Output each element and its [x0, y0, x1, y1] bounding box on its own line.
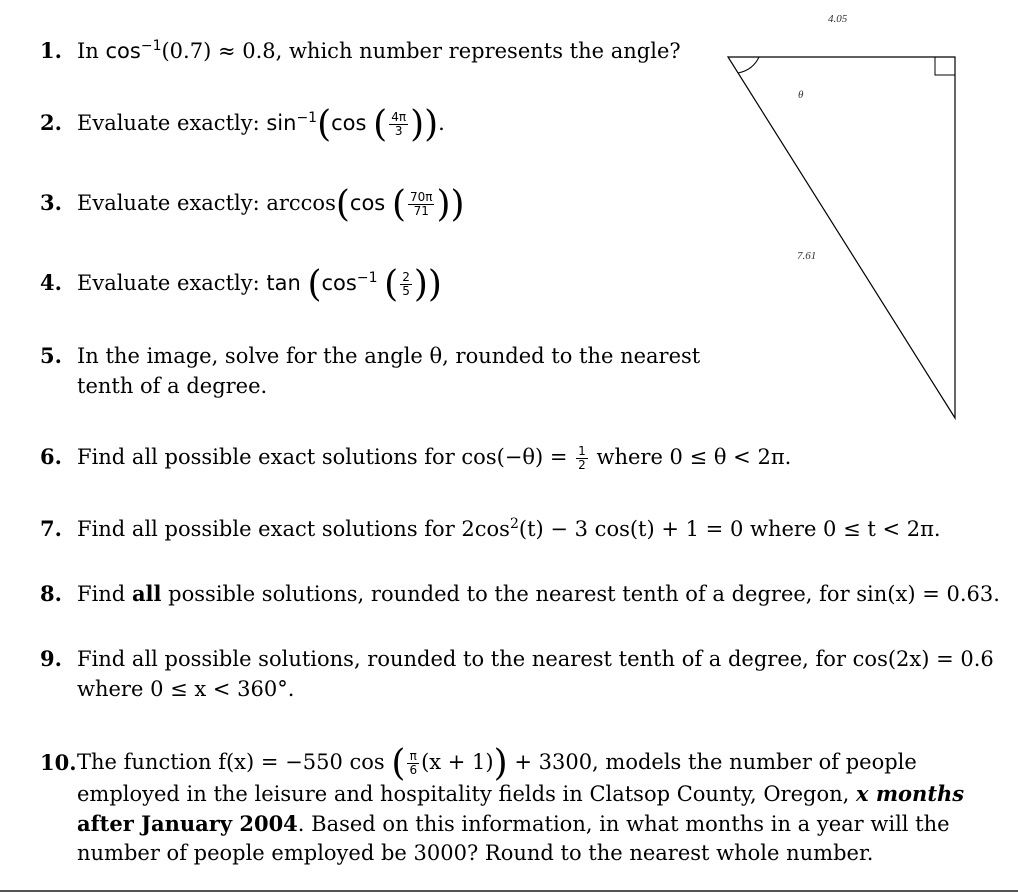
q9-line2: where 0 ≤ x < 360°.: [77, 677, 295, 701]
question-3: [40, 184, 465, 225]
question-6: [40, 442, 791, 472]
question-number: 2.: [40, 110, 62, 135]
q3-cos: cos: [349, 191, 386, 215]
paren-open: (: [335, 184, 350, 225]
q2-fn: sin: [266, 111, 297, 135]
numerator: 1: [578, 444, 586, 458]
q8-text-e: possible solutions, rounded to the nearest tenth of a degree, for sin(x) = 0.63.: [161, 582, 1000, 606]
q4-text-a: Evaluate exactly:: [77, 271, 267, 295]
numerator: π: [407, 750, 419, 764]
question-2: [40, 104, 445, 145]
q10-text-e: (x + 1): [421, 750, 494, 774]
q10-text-f: + 3300, models the number of people: [507, 750, 917, 774]
q2-end: .: [438, 111, 445, 135]
denominator: 6: [409, 763, 418, 777]
numerator: 2: [402, 270, 410, 284]
numerator: 4π: [391, 110, 407, 124]
question-10: [40, 743, 965, 868]
fraction: [407, 750, 419, 777]
q7-text-a: Find all possible exact solutions for 2cos: [77, 517, 510, 541]
q6-text-e: where 0 ≤ θ < 2π.: [589, 445, 792, 469]
question-8: [40, 579, 1000, 609]
paren-close: )): [436, 184, 465, 225]
question-number: 3.: [40, 190, 62, 215]
fraction: [400, 271, 412, 298]
q1-text-d: (0.7) ≈ 0.8, which number represents the angle?: [161, 39, 681, 63]
paren-open: (: [384, 264, 399, 305]
fraction: [576, 445, 588, 472]
q2-sup: −1: [296, 110, 318, 126]
q10-line2a: employed in the leisure and hospitality fields in Clatsop County, Oregon,: [77, 782, 856, 806]
paren-open: (: [391, 743, 406, 784]
hypotenuse-label: 7.61: [797, 250, 817, 262]
question-number: 7.: [40, 516, 62, 541]
paren-close: )): [413, 264, 442, 305]
q3-fn: arccos: [266, 191, 336, 215]
bottom-divider: [0, 890, 1018, 892]
q4-cos: cos: [321, 271, 357, 295]
angle-arc: [738, 57, 759, 73]
q6-text-a: Find all possible exact solutions for cos(−θ) =: [77, 445, 575, 469]
top-side-label: 4.05: [828, 13, 848, 25]
q9-line1: Find all possible solutions, rounded to the nearest tenth of a degree, for cos(2x) = 0.6: [77, 647, 994, 671]
question-4: [40, 264, 442, 305]
q1-text-a: In: [77, 39, 106, 63]
denominator: 2: [578, 458, 586, 472]
q4-fn: tan: [266, 271, 301, 295]
q5-line1: In the image, solve for the angle θ, rounded to the nearest: [77, 344, 701, 368]
q8-bold: all: [131, 581, 162, 606]
paren-open: (: [317, 104, 332, 145]
q2-text-a: Evaluate exactly:: [77, 111, 267, 135]
q5-line2: tenth of a degree.: [77, 374, 268, 398]
paren-open: (: [391, 184, 406, 225]
paren-close: ): [493, 743, 508, 784]
q7-sup: 2: [509, 516, 519, 532]
triangle-diagram: [720, 0, 980, 430]
question-number: 1.: [40, 38, 62, 63]
question-9: [40, 644, 994, 704]
question-7: [40, 514, 941, 544]
paren-open: (: [373, 104, 388, 145]
theta-label: θ: [798, 89, 804, 101]
question-1: [40, 36, 681, 66]
right-angle-marker: [935, 57, 955, 75]
q7-text-e: (t) − 3 cos(t) + 1 = 0 where 0 ≤ t < 2π.: [518, 517, 941, 541]
q8-text-a: Find: [77, 582, 132, 606]
question-number: 10.: [40, 750, 77, 775]
paren-open: (: [307, 264, 322, 305]
paren-close: )): [410, 104, 439, 145]
denominator: 71: [413, 204, 429, 218]
triangle-shape: [728, 57, 955, 418]
q1-fn: cos: [105, 39, 141, 63]
question-number: 8.: [40, 581, 62, 606]
question-number: 4.: [40, 270, 62, 295]
question-5: [40, 341, 700, 401]
question-number: 9.: [40, 646, 62, 671]
denominator: 3: [394, 124, 403, 138]
fraction: [389, 111, 408, 138]
question-number: 5.: [40, 343, 62, 368]
q10-line3a: after January 2004: [77, 811, 298, 836]
q10-line2b: x months: [856, 781, 965, 806]
fraction: [408, 191, 435, 218]
q4-sup: −1: [356, 270, 378, 286]
q3-text-a: Evaluate exactly:: [77, 191, 267, 215]
q10-text-a: The function f(x) = −550 cos: [77, 750, 385, 774]
q2-cos: cos: [331, 111, 367, 135]
q1-sup: −1: [140, 38, 162, 54]
q10-line4: number of people employed be 3000? Round to the nearest whole number.: [77, 841, 874, 865]
question-number: 6.: [40, 444, 62, 469]
numerator: 70π: [409, 190, 433, 204]
denominator: 5: [402, 284, 410, 298]
q10-line3b: . Based on this information, in what months in a year will the: [297, 812, 950, 836]
